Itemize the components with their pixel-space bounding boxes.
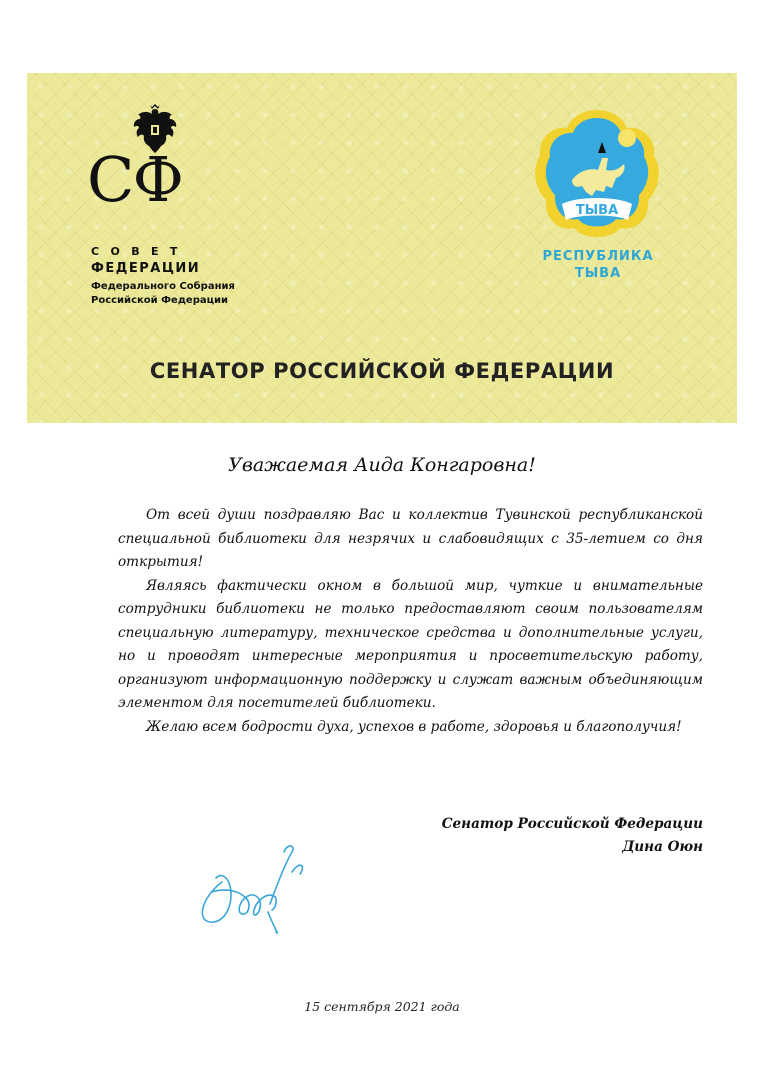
- letter-date: 15 сентября 2021 года: [304, 999, 460, 1014]
- letterhead-banner: [27, 73, 737, 423]
- signer-name: Дина Оюн: [622, 839, 703, 855]
- paragraph: Желаю всем бодрости духа, успехов в работе, здоровья и благополучия!: [146, 718, 682, 735]
- signer-title: Сенатор Российской Федерации: [441, 816, 703, 832]
- paragraph: Являясь фактически окном в большой мир, чуткие и внимательные сотрудники библиотеки не только предоставляют своим пользователям специальную литературу, техническое средства и дополнительные услуги, но и проводят интересные мероприятия и просветительскую работу, организуют информационную поддержку и служат важным объединяющим элементом для посетителей библиотеки.: [118, 577, 703, 711]
- sf-text-russian-federation: Российской Федерации: [91, 295, 229, 306]
- handwritten-signature: [182, 812, 362, 942]
- signature-block: [400, 813, 703, 859]
- sf-text-federacii: ФЕДЕРАЦИИ: [91, 261, 201, 276]
- tyva-label-republic: РЕСПУБЛИКА: [542, 249, 654, 264]
- tyva-coat-of-arms-icon: [532, 108, 662, 243]
- sf-text-federal-assembly: Федерального Собрания: [91, 281, 235, 292]
- letter-body: [118, 504, 703, 739]
- greeting: Уважаемая Аида Конгаровна!: [228, 454, 536, 476]
- sf-letters: СФ: [87, 143, 182, 216]
- letterhead-title: СЕНАТОР РОССИЙСКОЙ ФЕДЕРАЦИИ: [149, 359, 615, 383]
- paragraph: От всей души поздравляю Вас и коллектив Тувинской республиканской специальной библиотеки для незрячих и слабовидящих с 35-летием со дня открытия!: [118, 507, 703, 570]
- tyva-label-tyva: ТЫВА: [574, 266, 622, 281]
- sf-text-sovet: СОВЕТ: [91, 245, 189, 258]
- tyva-ribbon-label: ТЫВА: [575, 203, 619, 218]
